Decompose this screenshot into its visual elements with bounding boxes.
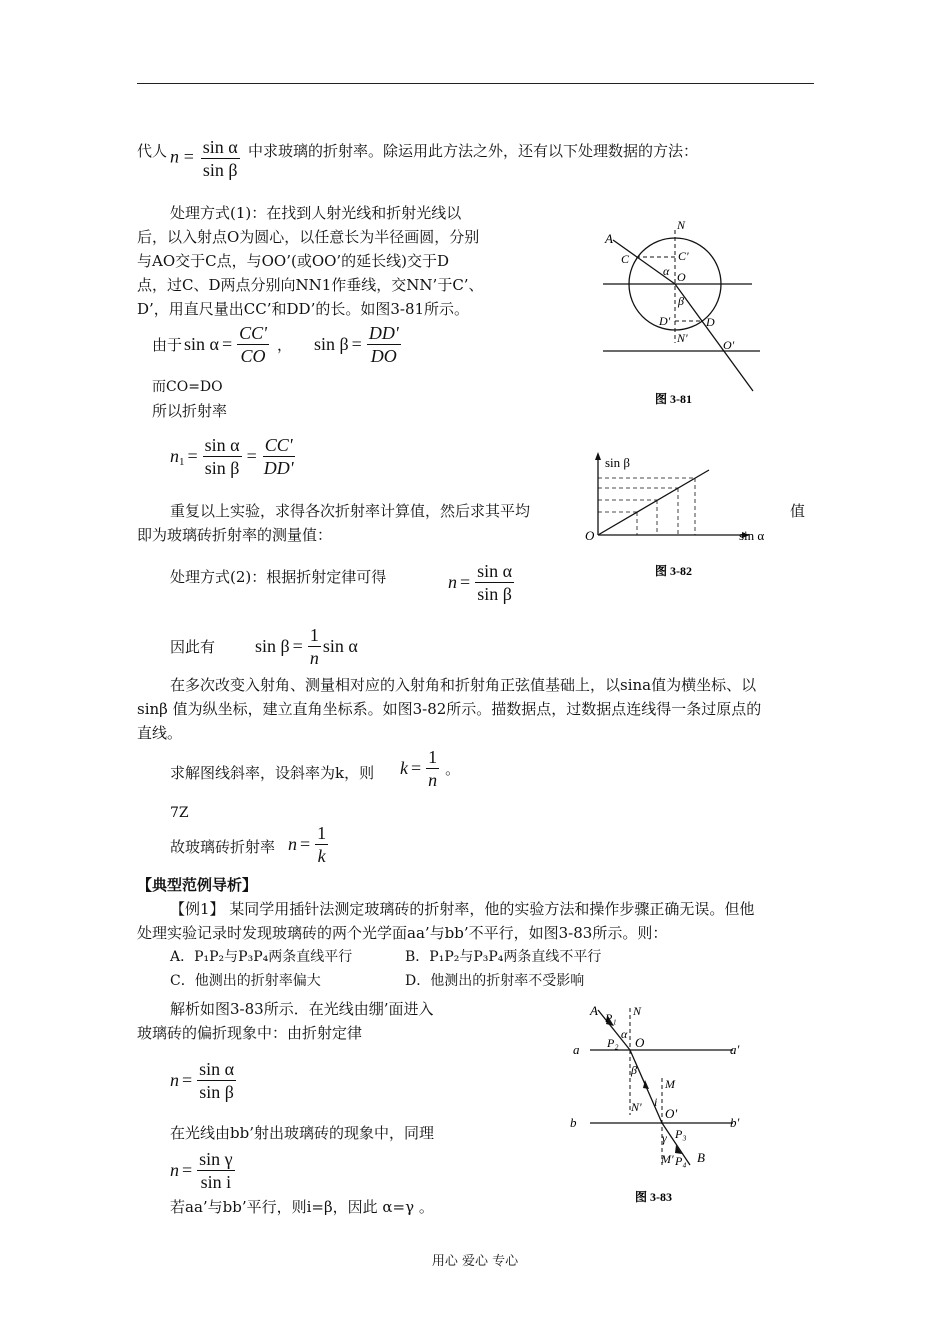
fig82-caption: 图 3-82 bbox=[655, 564, 692, 578]
var-n1: n bbox=[170, 446, 179, 466]
label-B: B bbox=[697, 1150, 705, 1165]
label-P2: P₂ bbox=[607, 1036, 619, 1050]
var-n: n bbox=[170, 146, 179, 167]
label-Op: O' bbox=[723, 338, 735, 352]
fraction-cc-dd bbox=[262, 434, 296, 479]
label-alpha: α bbox=[663, 264, 670, 278]
label-Cp: C' bbox=[678, 249, 689, 263]
denominator: DD' bbox=[263, 458, 294, 478]
option-b: B．P₁P₂与P₃P₄两条直线不平行 bbox=[405, 949, 602, 965]
method1-line1: 处理方式(1)：在找到人射光线和折射光线以 bbox=[170, 204, 462, 222]
example1-line2: 处理实验记录时发现玻璃砖的两个光学面aa’与bb’不平行，如图3-83所示。则： bbox=[137, 924, 668, 942]
analysis-line1: 解析如图3-83所示．在光线由绷’面进入 bbox=[170, 1000, 434, 1018]
figure-3-83 bbox=[565, 1000, 780, 1212]
footer: 用心 爱心 专心 bbox=[431, 1254, 519, 1269]
since-formulas bbox=[152, 322, 403, 367]
label-a: a bbox=[573, 1042, 580, 1057]
sin-beta: sin β bbox=[255, 636, 290, 656]
var-n: n bbox=[170, 1070, 179, 1090]
label-i: i bbox=[654, 1095, 658, 1109]
graph-para-line2: sinβ 值为纵坐标，建立直角坐标系。如图3-82所示。描数据点，过数据点连线得一条过原点的 bbox=[137, 700, 762, 718]
label-Np: N' bbox=[677, 331, 688, 345]
numerator: sin α bbox=[202, 137, 238, 157]
method2-label: 处理方式(2)：根据折射定律可得 bbox=[170, 568, 387, 586]
formula-n-k bbox=[288, 822, 330, 867]
eq-sign: = bbox=[182, 1160, 193, 1180]
since-label: 由于 bbox=[152, 336, 183, 354]
formula-n-gamma bbox=[170, 1148, 237, 1193]
label-M: M bbox=[665, 1077, 675, 1091]
label-gamma: γ bbox=[662, 1131, 667, 1145]
eq-sign: = bbox=[351, 334, 362, 354]
repeat-line1: 重复以上实验，求得各次折射率计算值，然后求其平均 bbox=[170, 502, 531, 520]
label-N: N bbox=[633, 1004, 642, 1018]
numerator: sin γ bbox=[199, 1149, 233, 1169]
numerator: sin α bbox=[477, 561, 513, 581]
label-Mp: M' bbox=[661, 1152, 674, 1166]
result-text: 故玻璃砖折射率 bbox=[170, 838, 276, 856]
numerator: DD' bbox=[368, 323, 399, 343]
fig83-caption: 图 3-83 bbox=[635, 1190, 672, 1204]
denominator: CO bbox=[240, 346, 266, 366]
so-label: 所以折射率 bbox=[152, 402, 228, 420]
numerator: 1 bbox=[428, 747, 438, 767]
slope-end: 。 bbox=[445, 760, 461, 778]
formula-n1 bbox=[170, 434, 298, 479]
fraction-cc-co bbox=[237, 322, 269, 367]
label-b: b bbox=[570, 1115, 577, 1130]
fit-line bbox=[598, 470, 709, 535]
fraction bbox=[201, 136, 240, 181]
numerator: 1 bbox=[317, 823, 327, 843]
sin-alpha: sin α bbox=[322, 636, 358, 656]
sep: ， bbox=[276, 336, 292, 354]
var-n: n bbox=[448, 572, 457, 592]
denominator: n bbox=[309, 648, 319, 668]
slope-text: 求解图线斜率，设斜率为k，则 bbox=[170, 764, 375, 782]
hence-label: 因此有 bbox=[170, 638, 216, 656]
numerator: 1 bbox=[309, 625, 319, 645]
fraction-1-n bbox=[426, 746, 439, 791]
denominator: sin β bbox=[204, 458, 240, 478]
label-C: C bbox=[621, 252, 630, 266]
example1-line1: 【例1】 某同学用插针法测定玻璃砖的折射率，他的实验方法和操作步骤正确无误。但他 bbox=[170, 900, 755, 918]
eq-sign: = bbox=[187, 446, 198, 466]
subscript-1: 1 bbox=[179, 455, 185, 468]
label-O: O bbox=[677, 270, 686, 284]
denominator: k bbox=[317, 846, 326, 866]
method1-line2: 后，以入射点O为圆心，以任意长为半径画圆，分别 bbox=[137, 228, 480, 246]
method1-line3: 与AO交于C点，与OO’(或OO’的延长线)交于D bbox=[137, 252, 450, 270]
label-Np: N' bbox=[631, 1100, 642, 1114]
method1-line5: D’，用直尺量出CC’和DD’的长。如图3-81所示。 bbox=[137, 300, 470, 318]
stray-text: 7Z bbox=[170, 805, 189, 821]
formula-n-ratio-2 bbox=[448, 560, 516, 605]
y-axis-arrow bbox=[595, 452, 601, 460]
label-P4: P₄ bbox=[675, 1154, 687, 1168]
sin-beta: sin β bbox=[314, 334, 349, 354]
formula-n-ratio-3 bbox=[170, 1058, 238, 1103]
numerator: CC' bbox=[264, 435, 293, 455]
denominator: DO bbox=[370, 346, 397, 366]
var-k: k bbox=[400, 758, 408, 778]
figure-3-82 bbox=[582, 450, 782, 585]
section-title: 【典型范例导析】 bbox=[137, 876, 258, 894]
analysis-line4: 若aa’与bb’平行，则i=β，因此 α=γ 。 bbox=[170, 1198, 434, 1216]
numerator: sin α bbox=[204, 435, 240, 455]
line1 bbox=[137, 140, 167, 162]
y-label: sin β bbox=[605, 455, 631, 470]
fraction bbox=[197, 1058, 236, 1103]
graph-para-line1: 在多次改变入射角、测量相对应的入射角和折射角正弦值基础上，以sina值为横坐标、以 bbox=[170, 676, 757, 694]
origin-label: O bbox=[585, 528, 595, 543]
analysis-line2: 玻璃砖的偏折现象中：由折射定律 bbox=[137, 1024, 363, 1042]
formula-k bbox=[400, 746, 460, 791]
fraction-1-n bbox=[308, 624, 321, 669]
label-A: A bbox=[605, 231, 613, 246]
option-d: D．他测出的折射率不受影响 bbox=[405, 973, 585, 989]
denominator: sin β bbox=[199, 1082, 234, 1102]
fraction-sin bbox=[203, 434, 242, 479]
eq-sign: = bbox=[292, 636, 303, 656]
fraction-1-k bbox=[315, 822, 328, 867]
repeat-line2: 即为玻璃砖折射率的测量值： bbox=[137, 526, 333, 544]
x-label: sin α bbox=[739, 528, 765, 543]
label-A: A bbox=[590, 1003, 598, 1018]
eq-sign: = bbox=[246, 446, 257, 466]
label-O: O bbox=[635, 1035, 645, 1050]
option-a: A．P₁P₂与P₃P₄两条直线平行 bbox=[170, 949, 353, 965]
formula-sinbeta bbox=[255, 624, 358, 669]
graph-para-line3: 直线。 bbox=[137, 724, 183, 742]
fig81-caption: 图 3-81 bbox=[655, 392, 692, 406]
eq-sign: = bbox=[182, 1070, 193, 1090]
label-Op: O' bbox=[665, 1106, 678, 1121]
label-beta: β bbox=[678, 294, 684, 308]
label-P1: P₁ bbox=[605, 1011, 617, 1025]
numerator: CC' bbox=[239, 323, 267, 343]
formula-n-ratio-1 bbox=[170, 136, 242, 181]
eq-sign: = bbox=[183, 146, 194, 167]
repeat-tail: 值 bbox=[790, 502, 806, 520]
fraction bbox=[197, 1148, 234, 1193]
label-D: D bbox=[706, 315, 715, 329]
label-alpha: α bbox=[621, 1027, 628, 1041]
denominator: sin β bbox=[477, 584, 512, 604]
fraction bbox=[475, 560, 514, 605]
line1-suffix: 中求玻璃的折射率。除运用此方法之外，还有以下处理数据的方法： bbox=[248, 142, 699, 160]
denominator: n bbox=[428, 770, 438, 790]
numerator: sin α bbox=[199, 1059, 235, 1079]
var-n: n bbox=[170, 1160, 179, 1180]
label-P3: P₃ bbox=[675, 1127, 687, 1141]
header-rule bbox=[137, 83, 814, 84]
fraction-dd-do bbox=[367, 322, 401, 367]
option-c: C．他测出的折射率偏大 bbox=[170, 973, 321, 989]
label-N: N bbox=[677, 218, 686, 232]
eq-sign: = bbox=[411, 758, 422, 778]
label-Dp: D' bbox=[659, 314, 671, 328]
eq-sign: = bbox=[460, 572, 471, 592]
analysis-line3: 在光线由bb’射出玻璃砖的现象中，同理 bbox=[170, 1124, 434, 1142]
eq-sign: = bbox=[300, 834, 311, 854]
method1-line4: 点，过C、D两点分别向NN1作垂线，交NN’于C’、 bbox=[137, 276, 484, 294]
var-n: n bbox=[288, 834, 297, 854]
denominator: sin i bbox=[200, 1172, 232, 1192]
figure-3-81 bbox=[595, 215, 775, 410]
line1-prefix: 代人 bbox=[137, 142, 168, 160]
label-beta: β bbox=[631, 1063, 637, 1077]
arrow-3 bbox=[675, 1145, 682, 1154]
eq-sign: = bbox=[221, 334, 233, 354]
and-co-do: 而CO=DO bbox=[152, 379, 223, 395]
sin-alpha: sin α bbox=[184, 334, 219, 354]
denominator: sin β bbox=[202, 160, 238, 180]
label-ap: a' bbox=[730, 1042, 740, 1057]
label-bp: b' bbox=[730, 1115, 740, 1130]
